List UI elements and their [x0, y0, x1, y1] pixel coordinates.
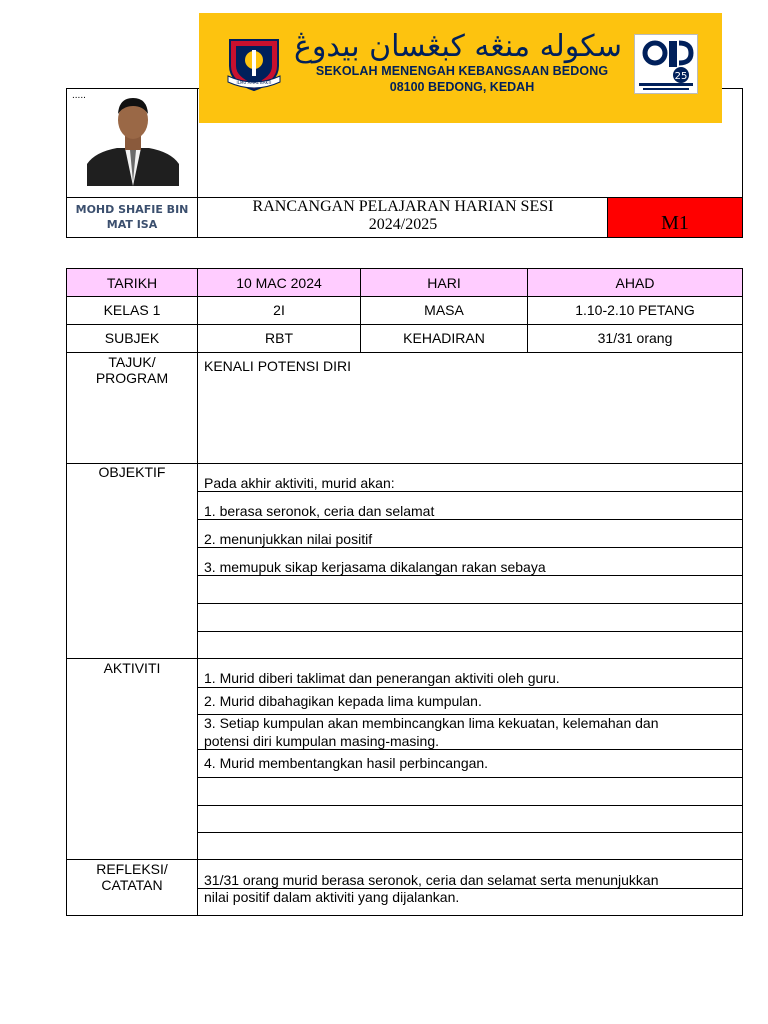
dots-marker: ..... [72, 90, 86, 101]
kelas-label: KELAS 1 [103, 302, 161, 318]
tarikh-value: 10 MAC 2024 [236, 275, 322, 291]
plan-title: RANCANGAN PELAJARAN HARIAN SESI 2024/2025 [252, 198, 554, 233]
masa-value: 1.10-2.10 PETANG [575, 302, 695, 318]
tajuk-value: KENALI POTENSI DIRI [204, 358, 352, 374]
kehadiran-label: KEHADIRAN [403, 330, 485, 346]
refleksi-line: 31/31 orang murid berasa seronok, ceria dan selamat serta menunjukkan [204, 872, 659, 888]
svg-text:25: 25 [674, 71, 688, 82]
objektif-line: Pada akhir aktiviti, murid akan: [204, 475, 395, 491]
aktiviti-line: potensi diri kumpulan masing-masing. [204, 733, 439, 749]
hari-value: AHAD [615, 275, 655, 291]
svg-text:ILMU AMAL BAKTI: ILMU AMAL BAKTI [236, 80, 272, 85]
aktiviti-line: 4. Murid membentangkan hasil perbincangan. [204, 755, 489, 771]
subjek-label: SUBJEK [104, 330, 160, 346]
teacher-name: MOHD SHAFIE BIN MAT ISA [75, 203, 189, 231]
school-name-jawi [292, 26, 624, 64]
hari-label: HARI [427, 275, 461, 291]
aktiviti-line: 3. Setiap kumpulan akan membincangkan lima kekuatan, kelemahan dan [204, 715, 659, 731]
school-crest-logo [224, 36, 284, 92]
kelas-value: 2I [273, 302, 285, 318]
aktiviti-line: 1. Murid diberi taklimat dan penerangan aktiviti oleh guru. [204, 670, 560, 686]
aktiviti-line: 2. Murid dibahagikan kepada lima kumpulan. [204, 693, 482, 709]
objektif-label: OBJEKTIF [98, 464, 166, 480]
school-name: SEKOLAH MENENGAH KEBANGSAAN BEDONG [315, 64, 609, 78]
svg-text:سکوله منڠه کبڠسان بيدوڠ: سکوله منڠه کبڠسان بيدوڠ [294, 29, 622, 64]
objektif-line: 1. berasa seronok, ceria dan selamat [204, 503, 435, 519]
tarikh-label: TARIKH [106, 275, 158, 291]
refleksi-line: nilai positif dalam aktiviti yang dijalankan. [204, 889, 460, 905]
anniversary-25-logo [634, 34, 698, 94]
masa-label: MASA [424, 302, 464, 318]
kehadiran-value: 31/31 orang [597, 330, 673, 346]
refleksi-label: REFLEKSI/ CATATAN [96, 861, 168, 893]
plan-code: M1 [661, 212, 689, 234]
tajuk-label: TAJUK/ PROGRAM [95, 354, 169, 386]
aktiviti-label: AKTIVITI [103, 660, 161, 676]
objektif-line: 2. menunjukkan nilai positif [204, 531, 373, 547]
teacher-photo [87, 92, 179, 186]
subjek-value: RBT [265, 330, 293, 346]
school-address: 08100 BEDONG, KEDAH [389, 80, 535, 94]
objektif-line: 3. memupuk sikap kerjasama dikalangan rakan sebaya [204, 559, 546, 575]
